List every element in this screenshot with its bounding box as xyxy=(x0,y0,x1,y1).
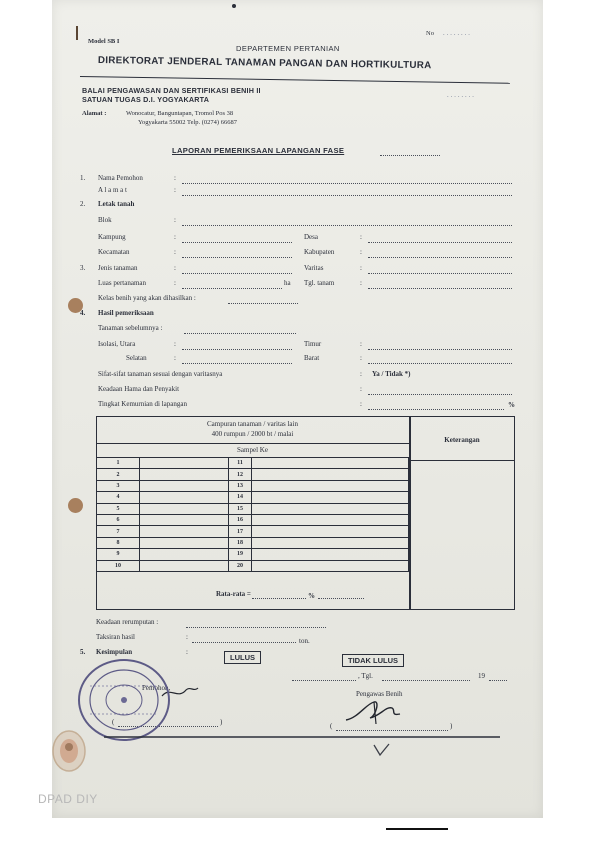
sample-number-right: 18 xyxy=(229,537,252,548)
label-hasil-pemeriksaan: Hasil pemeriksaan xyxy=(98,309,154,317)
address-label: Alamat : xyxy=(82,110,107,117)
label-barat: Barat xyxy=(304,354,320,362)
colon: : xyxy=(174,233,176,241)
label-tgl-tanam: Tgl. tanam xyxy=(304,279,335,287)
varitas-line xyxy=(368,273,512,274)
table-header-rule xyxy=(96,443,409,444)
dpad-logo xyxy=(50,728,88,774)
nama-pemohon-line xyxy=(182,183,512,184)
sample-number-left: 4 xyxy=(97,492,140,503)
staple-mark xyxy=(76,26,78,40)
table-header-rule-right xyxy=(410,460,514,461)
sample-number-left: 8 xyxy=(97,537,140,548)
num-2: 2. xyxy=(80,200,86,208)
sample-value-left xyxy=(140,492,229,503)
sample-grid xyxy=(96,457,409,572)
label-ha: ha xyxy=(284,279,291,287)
sample-number-right: 12 xyxy=(229,469,252,480)
table-divider xyxy=(409,416,411,609)
table-row xyxy=(97,458,409,469)
kelas-benih-line xyxy=(228,303,298,304)
table-row xyxy=(97,469,409,480)
num-1: 1. xyxy=(80,174,86,182)
label-isolasi-utara: Isolasi, Utara xyxy=(98,340,136,348)
sample-number-left: 5 xyxy=(97,503,140,514)
sample-value-right xyxy=(252,503,409,514)
colon: : xyxy=(360,279,362,287)
colon: : xyxy=(174,340,176,348)
year-prefix: 19 xyxy=(478,672,485,680)
kabupaten-line xyxy=(368,257,512,258)
bottom-rule xyxy=(386,828,448,830)
form-footer-bar xyxy=(104,736,500,738)
selatan-line xyxy=(182,363,292,364)
colon: : xyxy=(186,633,188,641)
lulus-box: LULUS xyxy=(224,651,261,664)
label-varitas: Varitas xyxy=(304,264,324,272)
address-line1: Wonocatur, Banguntapan, Tromol Pos 38 xyxy=(126,110,234,117)
num-4: 4. xyxy=(80,309,86,317)
year-line xyxy=(489,680,507,681)
sample-number-left: 2 xyxy=(97,469,140,480)
sample-value-right xyxy=(252,492,409,503)
table-row xyxy=(97,549,409,560)
punch-hole-upper xyxy=(68,298,83,313)
address-line2: Yogyakarta 55002 Telp. (0274) 66687 xyxy=(138,119,237,126)
colon: : xyxy=(174,354,176,362)
rata-rata-label: Rata-rata = xyxy=(216,590,251,598)
label-sifat-tanaman: Sifat-sifat tanaman sesuai dengan varitasnya xyxy=(98,370,223,378)
sample-number-right: 20 xyxy=(229,560,252,571)
colon: : xyxy=(360,370,362,378)
table-row xyxy=(97,480,409,491)
table-header-line2: 400 rumpun / 2000 bt / malai xyxy=(211,430,294,438)
fase-line xyxy=(380,155,440,156)
sample-value-left xyxy=(140,549,229,560)
sampel-ke-label: Sampel Ke xyxy=(237,446,268,454)
num-5: 5. xyxy=(80,648,86,656)
office-line2: SATUAN TUGAS D.I. YOGYAKARTA xyxy=(82,95,210,104)
sample-value-right xyxy=(252,458,409,469)
keterangan-label: Keterangan xyxy=(444,436,480,444)
corner-note: ........ xyxy=(446,92,475,99)
label-kelas-benih: Kelas benih yang akan dihasilkan : xyxy=(98,294,196,302)
sample-number-right: 14 xyxy=(229,492,252,503)
sample-value-left xyxy=(140,526,229,537)
label-kecamatan: Kecamatan xyxy=(98,248,130,256)
kemurnian-line xyxy=(368,409,504,410)
rata-rata-line-2 xyxy=(318,598,364,599)
label-letak-tanah: Letak tanah xyxy=(98,200,135,208)
colon: : xyxy=(174,248,176,256)
punch-hole-lower xyxy=(68,498,83,513)
number-value: ........ xyxy=(442,30,471,37)
sample-value-left xyxy=(140,560,229,571)
sample-value-right xyxy=(252,537,409,548)
label-blok: Blok xyxy=(98,216,112,224)
hama-line xyxy=(368,394,512,395)
sample-number-right: 11 xyxy=(229,458,252,469)
utara-line xyxy=(182,349,292,350)
sample-value-left xyxy=(140,537,229,548)
sample-value-left xyxy=(140,503,229,514)
table-row xyxy=(97,514,409,525)
department-title: DEPARTEMEN PERTANIAN xyxy=(236,44,340,53)
sample-value-right xyxy=(252,560,409,571)
label-keadaan-rerumputan: Keadaan rerumputan : xyxy=(96,618,159,626)
colon: : xyxy=(174,279,176,287)
pengawas-close-paren: ) xyxy=(450,722,453,730)
pemohon-open-paren: ( xyxy=(112,718,115,726)
barat-line xyxy=(368,363,512,364)
place-line xyxy=(292,680,356,681)
label-timur: Timur xyxy=(304,340,322,348)
kampung-line xyxy=(182,242,292,243)
table-row xyxy=(97,537,409,548)
sample-number-left: 9 xyxy=(97,549,140,560)
label-tgl: , Tgl. xyxy=(358,672,373,680)
rerumputan-line xyxy=(186,627,326,628)
label-hama-penyakit: Keadaan Hama dan Penyakit xyxy=(98,385,180,393)
colon: : xyxy=(360,248,362,256)
sample-number-left: 3 xyxy=(97,480,140,491)
pengawas-signature xyxy=(340,694,410,728)
document-page xyxy=(52,0,543,818)
pemohon-close-paren: ) xyxy=(220,718,223,726)
colon: : xyxy=(360,385,362,393)
num-3: 3. xyxy=(80,264,86,272)
sample-number-left: 6 xyxy=(97,514,140,525)
colon: : xyxy=(360,354,362,362)
colon: : xyxy=(360,264,362,272)
label-nama-pemohon: Nama Pemohon xyxy=(98,174,143,182)
sample-value-left xyxy=(140,469,229,480)
table-row xyxy=(97,560,409,571)
colon: : xyxy=(186,648,188,656)
pengawas-signature-line xyxy=(336,730,448,731)
sample-number-left: 1 xyxy=(97,458,140,469)
tgl-tanam-line xyxy=(368,288,512,289)
label-taksiran-hasil: Taksiran hasil xyxy=(96,633,135,641)
sample-value-right xyxy=(252,549,409,560)
desa-line xyxy=(368,242,512,243)
label-jenis-tanaman: Jenis tanaman xyxy=(98,264,138,272)
sample-number-left: 7 xyxy=(97,526,140,537)
sample-number-right: 19 xyxy=(229,549,252,560)
label-selatan: Selatan xyxy=(126,354,147,362)
label-desa: Desa xyxy=(304,233,318,241)
ink-mark xyxy=(232,4,236,8)
jenis-tanaman-line xyxy=(182,273,292,274)
label-kemurnian: Tingkat Kemurnian di lapangan xyxy=(98,400,187,408)
percent-sign: % xyxy=(508,401,515,409)
table-row xyxy=(97,492,409,503)
label-ton: ton. xyxy=(299,637,310,645)
model-label: Model SB I xyxy=(88,38,120,45)
alamat-line xyxy=(182,195,512,196)
label-kabupaten: Kabupaten xyxy=(304,248,335,256)
label-kesimpulan: Kesimpulan xyxy=(96,648,133,656)
colon: : xyxy=(360,233,362,241)
label-alamat: A l a m a t xyxy=(98,186,127,194)
colon: : xyxy=(360,340,362,348)
taksiran-line xyxy=(192,642,296,643)
label-kampung: Kampung xyxy=(98,233,126,241)
dpad-watermark: DPAD DIY xyxy=(38,792,98,806)
label-pemohon: Pemohon, xyxy=(142,684,171,692)
colon: : xyxy=(360,400,362,408)
office-line1: BALAI PENGAWASAN DAN SERTIFIKASI BENIH II xyxy=(82,86,261,95)
table-header-line1: Campuran tanaman / varitas lain xyxy=(207,420,298,428)
date-line xyxy=(382,680,470,681)
header-rule xyxy=(80,76,510,84)
official-stamp xyxy=(76,656,172,744)
luas-line xyxy=(182,288,282,289)
report-title: LAPORAN PEMERIKSAAN LAPANGAN FASE xyxy=(172,146,345,155)
sample-value-right xyxy=(252,514,409,525)
colon: : xyxy=(174,264,176,272)
number-label: No xyxy=(426,30,434,37)
colon: : xyxy=(174,216,176,224)
colon: : xyxy=(174,174,176,182)
sample-number-left: 10 xyxy=(97,560,140,571)
check-mark xyxy=(372,742,392,758)
sample-number-right: 16 xyxy=(229,514,252,525)
rata-rata-percent: % xyxy=(308,592,315,600)
sample-number-right: 17 xyxy=(229,526,252,537)
sample-value-right xyxy=(252,526,409,537)
sample-value-right xyxy=(252,480,409,491)
pengawas-open-paren: ( xyxy=(330,722,333,730)
table-row xyxy=(97,503,409,514)
sample-value-left xyxy=(140,458,229,469)
ya-tidak: Ya / Tidak *) xyxy=(372,370,411,378)
sample-value-left xyxy=(140,480,229,491)
directorate-title: DIREKTORAT JENDERAL TANAMAN PANGAN DAN HORTIKULTURA xyxy=(97,55,432,72)
sample-value-left xyxy=(140,514,229,525)
kecamatan-line xyxy=(182,257,292,258)
timur-line xyxy=(368,349,512,350)
blok-line xyxy=(182,225,512,226)
tanaman-sebelumnya-line xyxy=(184,333,296,334)
colon: : xyxy=(174,186,176,194)
sample-number-right: 13 xyxy=(229,480,252,491)
label-luas-pertanaman: Luas pertanaman xyxy=(98,279,147,287)
sample-number-right: 15 xyxy=(229,503,252,514)
table-row xyxy=(97,526,409,537)
rata-rata-line xyxy=(252,598,306,599)
tidak-lulus-box: TIDAK LULUS xyxy=(342,654,404,667)
label-tanaman-sebelumnya: Tanaman sebelumnya : xyxy=(98,324,163,332)
label-pengawas-benih: Pengawas Benih xyxy=(356,690,403,698)
sample-value-right xyxy=(252,469,409,480)
